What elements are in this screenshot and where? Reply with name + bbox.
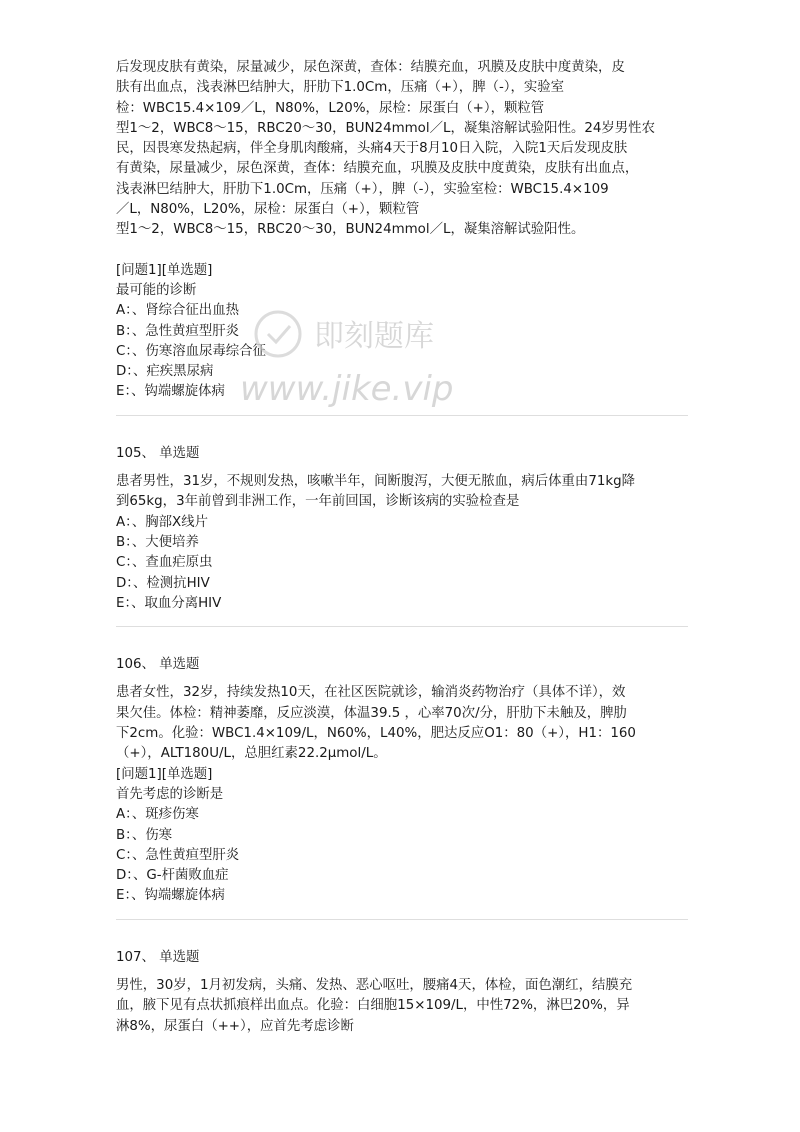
passage-line: ／L，N80%，L20%，尿检：尿蛋白（+），颗粒管	[116, 202, 420, 218]
passage-line: 后发现皮肤有黄染，尿量减少，尿色深黄，查体：结膜充血，巩膜及皮肤中度黄染，皮	[116, 60, 625, 75]
option-d[interactable]: D：、疟疾黑尿病	[116, 364, 214, 380]
watermark-url: www.jike.vip	[240, 369, 454, 409]
question-header: 106、 单选题	[116, 657, 200, 673]
option-e[interactable]: E：、取血分离HIV	[116, 595, 222, 611]
option-c[interactable]: C：、查血疟原虫	[116, 555, 213, 571]
option-e[interactable]: E：、钩端螺旋体病	[116, 384, 225, 400]
passage-line: 有黄染，尿量减少，尿色深黄，查体：结膜充血，巩膜及皮肤中度黄染，皮肤有出血点，	[116, 161, 639, 177]
passage-line: 浅表淋巴结肿大，肝肋下1.0Cm，压痛（+），脾（-），实验室检：WBC15.4×109	[116, 181, 609, 197]
question-stem-line: 果欠佳。体检：精神萎靡，反应淡漠，体温39.5 ，心率70次/分，肝肋下未触及，脾肋	[116, 705, 627, 721]
question-prompt: 首先考虑的诊断是	[116, 786, 224, 802]
question-105	[116, 444, 688, 614]
question-104-sub1	[116, 261, 688, 403]
passage-line: 肤有出血点，浅表淋巴结肿大，肝肋下1.0Cm，压痛（+），脾（-），实验室	[116, 80, 565, 96]
question-header: 107、 单选题	[116, 949, 200, 965]
question-107	[116, 948, 688, 1037]
option-a[interactable]: A：、斑疹伤寒	[116, 807, 199, 823]
option-d[interactable]: D：、检测抗HIV	[116, 575, 210, 591]
question-106	[116, 655, 688, 907]
sub-question-tag: [问题1][单选题]	[116, 262, 213, 278]
question-prompt: 最可能的诊断	[116, 282, 197, 298]
option-c[interactable]: C：、急性黄疸型肝炎	[116, 847, 240, 863]
question-header: 105、 单选题	[116, 445, 200, 461]
intro-passage	[116, 58, 688, 241]
option-c[interactable]: C：、伤寒溶血尿毒综合征	[116, 343, 266, 359]
option-a[interactable]: A：、肾综合征出血热	[116, 303, 239, 319]
option-b[interactable]: B：、伤寒	[116, 827, 173, 843]
question-stem-line: 淋8%，尿蛋白（++），应首先考虑诊断	[116, 1018, 354, 1034]
watermark-brand: 即刻题库	[314, 319, 434, 354]
option-e[interactable]: E：、钩端螺旋体病	[116, 888, 225, 904]
question-stem-line: 到65kg，3年前曾到非洲工作，一年前回国，诊断该病的实验检查是	[116, 494, 520, 510]
question-stem-line: （+），ALT180U/L，总胆红素22.2μmol/L。	[116, 746, 387, 762]
passage-line: 型1～2，WBC8～15，RBC20～30，BUN24mmol／L，凝集溶解试验阳性。	[116, 222, 585, 238]
question-stem-line: 下2cm。化验：WBC1.4×109/L，N60%，L40%，肥达反应O1：80（+），H1：160	[116, 726, 636, 742]
passage-line: 检：WBC15.4×109／L，N80%，L20%，尿检：尿蛋白（+），颗粒管	[116, 100, 545, 116]
question-stem-line: 血，腋下见有点状抓痕样出血点。化验：白细胞15×109/L，中性72%，淋巴20%，异	[116, 998, 630, 1014]
option-a[interactable]: A：、胸部X线片	[116, 514, 208, 530]
option-d[interactable]: D：、G-杆菌败血症	[116, 868, 229, 884]
question-stem-line: 患者女性，32岁，持续发热10天，在社区医院就诊，输消炎药物治疗（具体不详），效	[116, 685, 626, 701]
sub-question-tag: [问题1][单选题]	[116, 766, 213, 782]
option-b[interactable]: B：、急性黄疸型肝炎	[116, 323, 240, 339]
passage-line: 民，因畏寒发热起病，伴全身肌肉酸痛，头痛4天于8月10日入院，入院1天后发现皮肤	[116, 141, 628, 157]
option-b[interactable]: B：、大便培养	[116, 534, 199, 550]
question-stem-line: 男性，30岁，1月初发病，头痛、发热、恶心呕吐，腰痛4天，体检，面色潮红，结膜充	[116, 977, 633, 993]
question-stem-line: 患者男性，31岁，不规则发热，咳嗽半年，间断腹泻，大便无脓血，病后体重由71kg降	[116, 474, 636, 490]
passage-line: 型1～2，WBC8～15，RBC20～30，BUN24mmol／L，凝集溶解试验阳性。24岁男性农	[116, 120, 655, 136]
document-page	[116, 58, 688, 1037]
